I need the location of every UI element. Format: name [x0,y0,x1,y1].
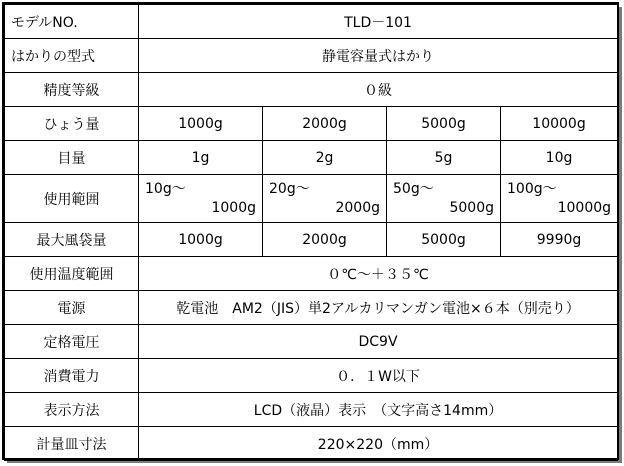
consumption-value: ０．１W以下 [139,359,618,393]
row-label-power: 電源 [5,291,139,325]
range-from: 20g～ [269,180,310,197]
row-label-consumption: 消費電力 [5,359,139,393]
row-label-max-bag: 最大風袋量 [5,223,139,257]
voltage-value: DC9V [139,325,618,359]
range-to: 1000g [211,199,256,216]
temp-value: ０℃～＋３５℃ [139,257,618,291]
row-label-range: 使用範囲 [5,175,139,223]
table-row [5,359,618,393]
display-value: LCD（液晶）表示 （文字高さ14mm） [139,393,618,427]
row-label-accuracy: 精度等級 [5,73,139,107]
table-row [5,325,618,359]
range-cell [139,175,263,223]
table-row [5,5,618,39]
range-to: 5000g [449,199,494,216]
range-cell [263,175,387,223]
max-bag-cell: 9990g [501,223,618,257]
accuracy-value: ０級 [139,73,618,107]
table-row [5,175,618,223]
max-bag-cell: 2000g [263,223,387,257]
table-row [5,257,618,291]
type-value: 静電容量式はかり [139,39,618,73]
row-label-display: 表示方法 [5,393,139,427]
table-shadow-right [619,7,622,463]
range-from: 100g～ [507,180,557,197]
table-row [5,393,618,427]
table-row [5,223,618,257]
division-cell: 1g [139,141,263,175]
row-label-pan: 計量皿寸法 [5,427,139,461]
table-row [5,427,618,461]
range-cell [501,175,618,223]
row-label-type: はかりの型式 [5,39,139,73]
table-row [5,73,618,107]
table-row [5,39,618,73]
division-cell: 2g [263,141,387,175]
division-cell: 5g [387,141,501,175]
pan-value: 220×220（mm） [139,427,618,461]
row-label-capacity: ひょう量 [5,107,139,141]
model-value: TLD－101 [139,5,618,39]
power-value: 乾電池 AM2（JIS）単2アルカリマンガン電池×６本（別売り） [139,291,618,325]
table-row [5,141,618,175]
max-bag-cell: 5000g [387,223,501,257]
table-row [5,107,618,141]
range-to: 2000g [335,199,380,216]
capacity-cell: 10000g [501,107,618,141]
capacity-cell: 1000g [139,107,263,141]
range-from: 50g～ [393,180,434,197]
range-from: 10g～ [145,180,186,197]
range-to: 10000g [557,199,612,216]
max-bag-cell: 1000g [139,223,263,257]
spec-table [4,4,618,461]
range-cell [387,175,501,223]
capacity-cell: 2000g [263,107,387,141]
capacity-cell: 5000g [387,107,501,141]
division-cell: 10g [501,141,618,175]
row-label-voltage: 定格電圧 [5,325,139,359]
row-label-model: モデルNO. [5,5,139,39]
table-row [5,291,618,325]
row-label-division: 目量 [5,141,139,175]
row-label-temp: 使用温度範囲 [5,257,139,291]
